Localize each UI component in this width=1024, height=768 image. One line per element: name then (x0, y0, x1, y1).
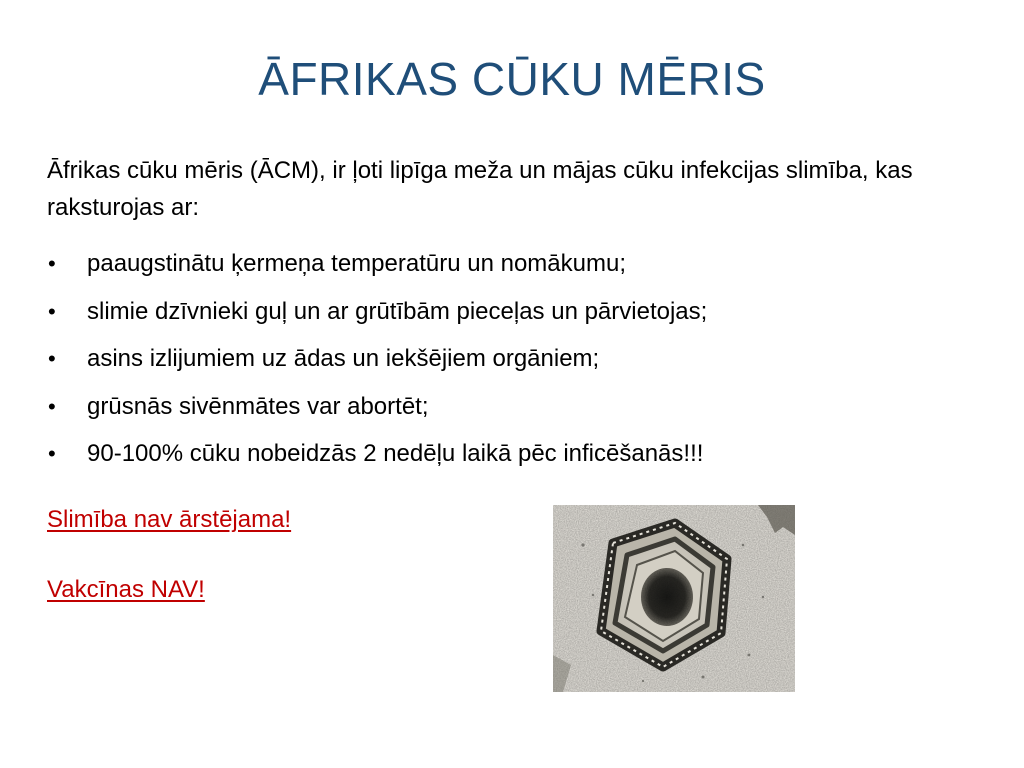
list-item (47, 383, 947, 431)
bullet-icon: • (48, 251, 56, 276)
list-item-text: 90-100% cūku nobeidzās 2 nedēļu laikā pēc inficēšanās!!! (87, 440, 704, 467)
warning-no-vaccine: Vakcīnas NAV! (47, 576, 205, 603)
warning-not-treatable: Slimība nav ārstējama! (47, 506, 292, 533)
bullet-icon: • (48, 298, 56, 324)
intro-paragraph: Āfrikas cūku mēris (ĀCM), ir ļoti lipīga meža un mājas cūku infekcijas slimība, kas raksturojas ar: (47, 157, 913, 221)
bullet-icon: • (48, 441, 56, 466)
list-item (47, 335, 947, 383)
list-item (47, 288, 947, 336)
bullet-icon: • (48, 346, 56, 371)
list-item (47, 430, 947, 478)
list-item (47, 240, 947, 288)
symptom-list (47, 240, 947, 478)
list-item-text: grūsnās sivēnmātes var abortēt; (87, 392, 429, 420)
list-item-text: paaugstinātu ķermeņa temperatūru un nomākumu; (87, 250, 626, 277)
list-item-text: asins izlijumiem uz ādas un iekšējiem orgāniem; (87, 345, 600, 372)
slide-title: ĀFRIKAS CŪKU MĒRIS (258, 53, 766, 105)
virus-micrograph (553, 505, 795, 692)
bullet-icon: • (48, 393, 56, 419)
list-item-text: slimie dzīvnieki guļ un ar grūtībām pieceļas un pārvietojas; (87, 297, 708, 325)
